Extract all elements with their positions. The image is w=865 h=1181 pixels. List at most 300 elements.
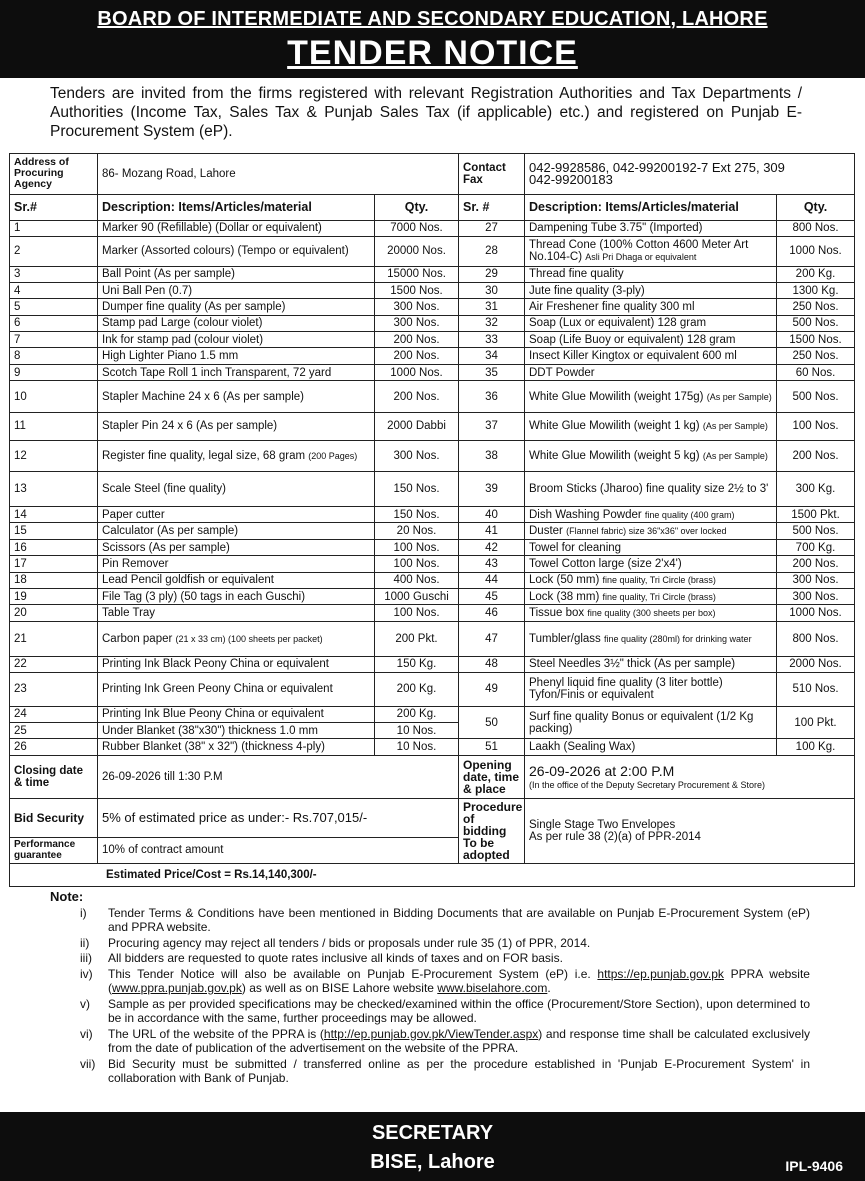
- note-item: [50, 906, 810, 935]
- table-row: [10, 556, 855, 572]
- table-row: [10, 539, 855, 555]
- note-text-part: ) and response time shall be calculated exclusively from the date of publication of the advertisement on the website of the PPRA.: [108, 1026, 810, 1055]
- item-sr: 2: [10, 236, 98, 266]
- note-text: Tender Terms & Conditions have been mentioned in Bidding Documents that are available on Punjab E-Procurement System (eP) and PPRA website.: [108, 905, 810, 934]
- item-description: [98, 266, 375, 282]
- note-text: Bid Security must be submitted / transferred online as per the procedure established in 'Punjab E-Procurement System' in collaboration with Bank of Punjab.: [108, 1056, 810, 1085]
- item-qty: 300 Nos.: [375, 315, 459, 331]
- note-text-part: PPRA website (: [108, 966, 810, 995]
- header-banner: [0, 0, 865, 78]
- item-text: Marker 90 (Refillable) (Dollar or equivalent): [102, 222, 322, 235]
- item-description: [98, 315, 375, 331]
- note-text-part: ) as well as on BISE Lahore website: [241, 981, 438, 995]
- notice-title: TENDER NOTICE: [287, 34, 578, 72]
- item-description: [98, 282, 375, 298]
- item-text: Scale Steel (fine quality): [102, 483, 227, 496]
- fax-number: 042-99200183: [529, 171, 613, 187]
- col-description-right: Description: Items/Articles/material: [525, 194, 777, 220]
- item-subtext: (As per Sample): [702, 450, 768, 461]
- item-description-right: [525, 315, 777, 331]
- note-number: iv): [80, 966, 93, 981]
- item-text: White Glue Mowilith (weight 175g): [529, 390, 704, 403]
- item-description-right: [525, 556, 777, 572]
- note-number: i): [80, 905, 87, 920]
- note-text: [94, 967, 810, 996]
- item-sr-right: 48: [459, 656, 525, 672]
- col-qty: Qty.: [375, 194, 459, 220]
- item-description: [98, 656, 375, 672]
- item-text: Steel Needles 3½" thick (As per sample): [529, 658, 736, 671]
- item-qty-right: 510 Nos.: [777, 672, 855, 706]
- item-qty: 400 Nos.: [375, 572, 459, 588]
- item-description-right: [525, 739, 777, 755]
- item-description-right: [525, 706, 777, 739]
- table-row: [10, 364, 855, 380]
- item-qty: 200 Pkt.: [375, 621, 459, 656]
- item-description-right: [525, 621, 777, 656]
- opening-value: 26-09-2026 at 2:00 P.M: [529, 762, 675, 779]
- item-sr-right: 30: [459, 282, 525, 298]
- col-description: Description: Items/Articles/material: [98, 194, 375, 220]
- performance-label: Performance guarantee: [10, 837, 98, 864]
- intro-paragraph: Tenders are invited from the firms registered with relevant Registration Authorities and Tax Departments / Authorities (Income Tax, Sales Tax & Punjab Sales Tax (if applicable) etc.) and registered on Punjab E-Procurement System (eP).: [50, 85, 802, 140]
- item-description: [98, 621, 375, 656]
- item-qty: 200 Nos.: [375, 332, 459, 348]
- item-qty-right: 200 Kg.: [777, 266, 855, 282]
- item-text: Uni Ball Pen (0.7): [102, 284, 193, 297]
- item-sr: 25: [10, 723, 98, 739]
- item-qty: 100 Nos.: [375, 556, 459, 572]
- contact-fax-values: [525, 154, 855, 195]
- item-description-right: [525, 472, 777, 507]
- item-text: Ball Point (As per sample): [102, 268, 235, 281]
- item-description: [98, 523, 375, 539]
- item-sr: 15: [10, 523, 98, 539]
- item-qty: 150 Nos.: [375, 472, 459, 507]
- item-qty-right: 2000 Nos.: [777, 656, 855, 672]
- item-qty: 150 Kg.: [375, 656, 459, 672]
- item-text: Register fine quality, legal size, 68 gram: [102, 449, 306, 462]
- table-row: [10, 348, 855, 364]
- note-item: [50, 951, 810, 966]
- item-qty-right: 1500 Nos.: [777, 332, 855, 348]
- item-description-right: [525, 523, 777, 539]
- item-description: [98, 236, 375, 266]
- item-text: Printing Ink Black Peony China or equivalent: [102, 658, 329, 671]
- table-row: [10, 315, 855, 331]
- item-description-right: [525, 440, 777, 472]
- note-number: ii): [80, 935, 90, 950]
- footer-banner: [0, 1112, 865, 1181]
- item-description: [98, 706, 375, 722]
- opening-value-cell: [525, 755, 855, 798]
- table-row: [10, 656, 855, 672]
- notes-heading: Note:: [50, 889, 84, 904]
- item-sr: 8: [10, 348, 98, 364]
- item-text: Calculator (As per sample): [102, 525, 239, 538]
- col-sr: Sr.#: [10, 194, 98, 220]
- item-description: [98, 739, 375, 755]
- item-text: Table Tray: [102, 607, 156, 620]
- item-qty: 20000 Nos.: [375, 236, 459, 266]
- item-sr-right: 44: [459, 572, 525, 588]
- item-text: Insect Killer Kingtox or equivalent 600 ml: [529, 350, 737, 363]
- item-text: Lock (50 mm): [529, 574, 600, 587]
- item-sr-right: 36: [459, 381, 525, 413]
- item-text: Lead Pencil goldfish or equivalent: [102, 574, 274, 587]
- item-sr-right: 49: [459, 672, 525, 706]
- item-qty-right: 100 Pkt.: [777, 706, 855, 739]
- item-text: Dampening Tube 3.75" (Imported): [529, 222, 703, 235]
- item-sr-right: 38: [459, 440, 525, 472]
- note-link[interactable]: https://ep.punjab.gov.pk: [597, 966, 724, 981]
- agency-address: 86- Mozang Road, Lahore: [98, 154, 459, 195]
- item-description-right: [525, 364, 777, 380]
- procedure-value-1: Single Stage Two Envelopes: [529, 819, 676, 832]
- item-description: [98, 348, 375, 364]
- item-sr: 9: [10, 364, 98, 380]
- item-sr: 10: [10, 381, 98, 413]
- bid-security-value: 5% of estimated price as under:- Rs.707,015/-: [98, 798, 459, 837]
- item-description: [98, 412, 375, 440]
- item-description-right: [525, 412, 777, 440]
- item-qty: 300 Nos.: [375, 299, 459, 315]
- item-text: Stapler Pin 24 x 6 (As per sample): [102, 420, 278, 433]
- col-qty-right: Qty.: [777, 194, 855, 220]
- item-sr-right: 42: [459, 539, 525, 555]
- item-description-right: [525, 588, 777, 604]
- note-text: Sample as per provided specifications may be checked/examined within the office (Procurement/Store Section), upon determined to be in accordance with the same, further proceedings may be allowed.: [108, 996, 810, 1025]
- item-qty-right: 250 Nos.: [777, 299, 855, 315]
- item-qty: 1000 Guschi: [375, 588, 459, 604]
- signatory-office: BISE, Lahore: [370, 1151, 495, 1173]
- item-qty: 20 Nos.: [375, 523, 459, 539]
- table-row: [10, 523, 855, 539]
- ad-reference: IPL-9406: [785, 1158, 843, 1174]
- item-sr-right: 28: [459, 236, 525, 266]
- table-row: [10, 472, 855, 507]
- item-sr-right: 45: [459, 588, 525, 604]
- item-qty: 200 Kg.: [375, 706, 459, 722]
- item-sr-right: 31: [459, 299, 525, 315]
- bid-security-row: [10, 798, 855, 837]
- item-text: Soap (Lux or equivalent) 128 gram: [529, 317, 707, 330]
- item-description-right: [525, 266, 777, 282]
- item-text: Rubber Blanket (38" x 32") (thickness 4-ply): [102, 741, 325, 754]
- closing-value: 26-09-2026 till 1:30 P.M: [98, 755, 459, 798]
- note-text: All bidders are requested to quote rates inclusive all kinds of taxes and on FOR basis.: [108, 951, 563, 965]
- item-qty-right: 300 Nos.: [777, 588, 855, 604]
- item-text: White Glue Mowilith (weight 1 kg): [529, 420, 700, 433]
- item-description: [98, 539, 375, 555]
- note-number: v): [80, 996, 90, 1011]
- item-description-right: [525, 220, 777, 236]
- closing-label: Closing date & time: [10, 755, 98, 798]
- estimated-price: Estimated Price/Cost = Rs.14,140,300/-: [10, 864, 855, 887]
- contact-fax-labels: [459, 154, 525, 195]
- item-qty-right: 1500 Pkt.: [777, 507, 855, 523]
- item-sr: 1: [10, 220, 98, 236]
- item-sr: 16: [10, 539, 98, 555]
- note-number: vi): [80, 1026, 93, 1041]
- item-description-right: [525, 332, 777, 348]
- item-sr: 17: [10, 556, 98, 572]
- table-row: [10, 621, 855, 656]
- item-qty: 200 Nos.: [375, 348, 459, 364]
- item-subtext: fine quality (300 sheets per box): [587, 608, 716, 619]
- item-qty: 100 Nos.: [375, 605, 459, 621]
- item-text: Stapler Machine 24 x 6 (As per sample): [102, 390, 304, 403]
- item-subtext: (21 x 33 cm) (100 sheets per packet): [175, 633, 323, 644]
- item-description-right: [525, 348, 777, 364]
- item-description: [98, 672, 375, 706]
- item-sr-right: 34: [459, 348, 525, 364]
- item-text: Thread fine quality: [529, 268, 624, 281]
- item-sr-right: 50: [459, 706, 525, 739]
- procedure-value-cell: [525, 798, 855, 864]
- item-qty: 1000 Nos.: [375, 364, 459, 380]
- item-qty-right: 700 Kg.: [777, 539, 855, 555]
- item-qty: 300 Nos.: [375, 440, 459, 472]
- tender-items-table: [9, 153, 855, 887]
- item-qty-right: 100 Kg.: [777, 739, 855, 755]
- table-row: [10, 381, 855, 413]
- notes-list: [50, 906, 810, 1086]
- note-text: [94, 1027, 810, 1056]
- item-subtext: fine quality (400 gram): [644, 509, 735, 520]
- note-item: [50, 967, 810, 996]
- item-subtext: Asli Pri Dhaga or equivalent: [585, 252, 697, 263]
- item-sr: 21: [10, 621, 98, 656]
- item-sr-right: 35: [459, 364, 525, 380]
- note-link[interactable]: http://ep.punjab.gov.pk/ViewTender.aspx: [323, 1026, 539, 1041]
- item-sr-right: 27: [459, 220, 525, 236]
- estimated-price-row: [10, 864, 855, 887]
- notes-section: [50, 890, 810, 1086]
- item-subtext: (200 Pages): [308, 450, 358, 461]
- item-text: Laakh (Sealing Wax): [529, 741, 636, 754]
- item-qty: 200 Kg.: [375, 672, 459, 706]
- item-text: Tumbler/glass: [529, 632, 601, 645]
- item-text: Soap (Life Buoy or equivalent) 128 gram: [529, 333, 736, 346]
- note-number: vii): [80, 1056, 96, 1071]
- procedure-value-2: As per rule 38 (2)(a) of PPR-2014: [529, 831, 701, 844]
- table-row: [10, 282, 855, 298]
- item-qty-right: 60 Nos.: [777, 364, 855, 380]
- item-text: Surf fine quality Bonus or equivalent (1/2 Kg packing): [529, 710, 754, 735]
- item-text: White Glue Mowilith (weight 5 kg): [529, 449, 700, 462]
- item-sr-right: 41: [459, 523, 525, 539]
- table-row: [10, 440, 855, 472]
- item-text: Scotch Tape Roll 1 inch Transparent, 72 yard: [102, 366, 332, 379]
- item-description-right: [525, 381, 777, 413]
- item-sr-right: 32: [459, 315, 525, 331]
- item-qty-right: 1300 Kg.: [777, 282, 855, 298]
- item-text: Carbon paper: [102, 632, 173, 645]
- item-text: Pin Remover: [102, 557, 169, 570]
- item-description: [98, 381, 375, 413]
- table-row: [10, 588, 855, 604]
- item-subtext: (As per Sample): [706, 391, 772, 402]
- item-text: Marker (Assorted colours) (Tempo or equivalent): [102, 245, 349, 258]
- closing-opening-row: [10, 755, 855, 798]
- item-text: Printing Ink Green Peony China or equivalent: [102, 683, 333, 696]
- item-qty-right: 800 Nos.: [777, 220, 855, 236]
- item-description: [98, 299, 375, 315]
- table-row: [10, 706, 855, 722]
- item-qty-right: 300 Nos.: [777, 572, 855, 588]
- item-text: Scissors (As per sample): [102, 541, 230, 554]
- table-row: [10, 266, 855, 282]
- item-text: Air Freshener fine quality 300 ml: [529, 301, 695, 314]
- item-text: Under Blanket (38"x30") thickness 1.0 mm: [102, 724, 318, 737]
- item-qty: 10 Nos.: [375, 723, 459, 739]
- table-row: [10, 605, 855, 621]
- item-text: File Tag (3 ply) (50 tags in each Guschi): [102, 590, 306, 603]
- note-item: [50, 936, 810, 951]
- item-sr: 12: [10, 440, 98, 472]
- signatory-title: SECRETARY: [371, 1122, 494, 1144]
- column-header-row: [10, 194, 855, 220]
- item-qty: 15000 Nos.: [375, 266, 459, 282]
- item-text: Jute fine quality (3-ply): [529, 284, 645, 297]
- agency-label: Address of Procuring Agency: [10, 154, 98, 195]
- note-item: [50, 1057, 810, 1086]
- table-row: [10, 332, 855, 348]
- item-text: Phenyl liquid fine quality (3 liter bottle) Tyfon/Finis or equivalent: [529, 677, 723, 702]
- agency-row: [10, 154, 855, 195]
- col-sr-right: Sr. #: [459, 194, 525, 220]
- item-sr: 20: [10, 605, 98, 621]
- item-description: [98, 364, 375, 380]
- item-sr: 13: [10, 472, 98, 507]
- item-description: [98, 507, 375, 523]
- item-qty-right: 200 Nos.: [777, 556, 855, 572]
- note-link[interactable]: www.biselahore.com: [437, 981, 548, 995]
- item-qty-right: 500 Nos.: [777, 523, 855, 539]
- item-sr: 6: [10, 315, 98, 331]
- note-link[interactable]: www.ppra.punjab.gov.pk: [112, 981, 242, 995]
- item-description: [98, 332, 375, 348]
- note-text-part: This Tender Notice will also be available on Punjab E-Procurement System (eP) i.e.: [108, 966, 598, 981]
- item-qty: 1500 Nos.: [375, 282, 459, 298]
- item-qty: 150 Nos.: [375, 507, 459, 523]
- note-text: Procuring agency may reject all tenders / bids or proposals under rule 35 (1) of PPR, 2014.: [108, 935, 591, 950]
- item-text: Ink for stamp pad (colour violet): [102, 333, 264, 346]
- item-qty-right: 1000 Nos.: [777, 236, 855, 266]
- note-item: [50, 1027, 810, 1056]
- item-sr-right: 47: [459, 621, 525, 656]
- item-sr: 22: [10, 656, 98, 672]
- item-description: [98, 440, 375, 472]
- item-text: DDT Powder: [529, 366, 595, 379]
- item-subtext: fine quality, Tri Circle (brass): [602, 575, 716, 586]
- opening-label: Opening date, time & place: [459, 755, 525, 798]
- item-description-right: [525, 539, 777, 555]
- bid-security-label: Bid Security: [10, 798, 98, 837]
- item-sr: 11: [10, 412, 98, 440]
- item-sr-right: 37: [459, 412, 525, 440]
- item-sr-right: 39: [459, 472, 525, 507]
- item-subtext: fine quality (280ml) for drinking water: [604, 633, 752, 644]
- item-description: [98, 723, 375, 739]
- table-row: [10, 572, 855, 588]
- item-text: Broom Sticks (Jharoo) fine quality size 2½ to 3': [529, 483, 769, 496]
- item-qty: 100 Nos.: [375, 539, 459, 555]
- item-sr: 26: [10, 739, 98, 755]
- item-sr-right: 29: [459, 266, 525, 282]
- organization-name: BOARD OF INTERMEDIATE AND SECONDARY EDUCATION, LAHORE: [97, 8, 768, 30]
- item-subtext: (Flannel fabric) size 36"x36" over locked: [566, 526, 727, 537]
- note-text-part: .: [547, 981, 551, 995]
- item-description: [98, 556, 375, 572]
- item-sr-right: 51: [459, 739, 525, 755]
- item-text: Dish Washing Powder: [529, 508, 642, 521]
- item-text: Towel for cleaning: [529, 541, 622, 554]
- item-text: Lock (38 mm): [529, 590, 600, 603]
- item-qty: 7000 Nos.: [375, 220, 459, 236]
- item-text: Duster: [529, 525, 563, 538]
- item-sr: 3: [10, 266, 98, 282]
- item-description: [98, 572, 375, 588]
- item-sr-right: 43: [459, 556, 525, 572]
- item-text: Paper cutter: [102, 508, 165, 521]
- contact-label: Contact: [463, 161, 506, 174]
- fax-label: Fax: [463, 173, 483, 186]
- item-sr: 24: [10, 706, 98, 722]
- item-qty-right: 1000 Nos.: [777, 605, 855, 621]
- item-sr: 7: [10, 332, 98, 348]
- item-qty-right: 800 Nos.: [777, 621, 855, 656]
- performance-value: 10% of contract amount: [98, 837, 459, 864]
- item-subtext: (As per Sample): [702, 421, 768, 432]
- item-sr: 19: [10, 588, 98, 604]
- item-sr-right: 33: [459, 332, 525, 348]
- note-item: [50, 997, 810, 1026]
- item-qty-right: 500 Nos.: [777, 381, 855, 413]
- item-description-right: [525, 236, 777, 266]
- item-text: Printing Ink Blue Peony China or equivalent: [102, 708, 324, 721]
- item-description-right: [525, 672, 777, 706]
- item-description: [98, 220, 375, 236]
- item-qty-right: 500 Nos.: [777, 315, 855, 331]
- item-qty: 200 Nos.: [375, 381, 459, 413]
- item-description: [98, 588, 375, 604]
- item-text: Dumper fine quality (As per sample): [102, 301, 286, 314]
- opening-place: (In the office of the Deputy Secretary Procurement & Store): [529, 779, 765, 790]
- table-row: [10, 220, 855, 236]
- table-row: [10, 236, 855, 266]
- note-text-part: The URL of the website of the PPRA is (: [108, 1026, 324, 1041]
- item-description-right: [525, 605, 777, 621]
- item-qty-right: 250 Nos.: [777, 348, 855, 364]
- item-sr: 18: [10, 572, 98, 588]
- item-sr: 4: [10, 282, 98, 298]
- item-qty: 2000 Dabbi: [375, 412, 459, 440]
- item-qty-right: 100 Nos.: [777, 412, 855, 440]
- table-row: [10, 507, 855, 523]
- item-text: High Lighter Piano 1.5 mm: [102, 350, 239, 363]
- table-row: [10, 412, 855, 440]
- item-qty-right: 200 Nos.: [777, 440, 855, 472]
- item-text: Tissue box: [529, 607, 585, 620]
- table-row: [10, 299, 855, 315]
- item-description-right: [525, 572, 777, 588]
- item-text: Towel Cotton large (size 2'x4'): [529, 557, 682, 570]
- item-sr-right: 46: [459, 605, 525, 621]
- item-qty-right: 300 Kg.: [777, 472, 855, 507]
- item-description-right: [525, 299, 777, 315]
